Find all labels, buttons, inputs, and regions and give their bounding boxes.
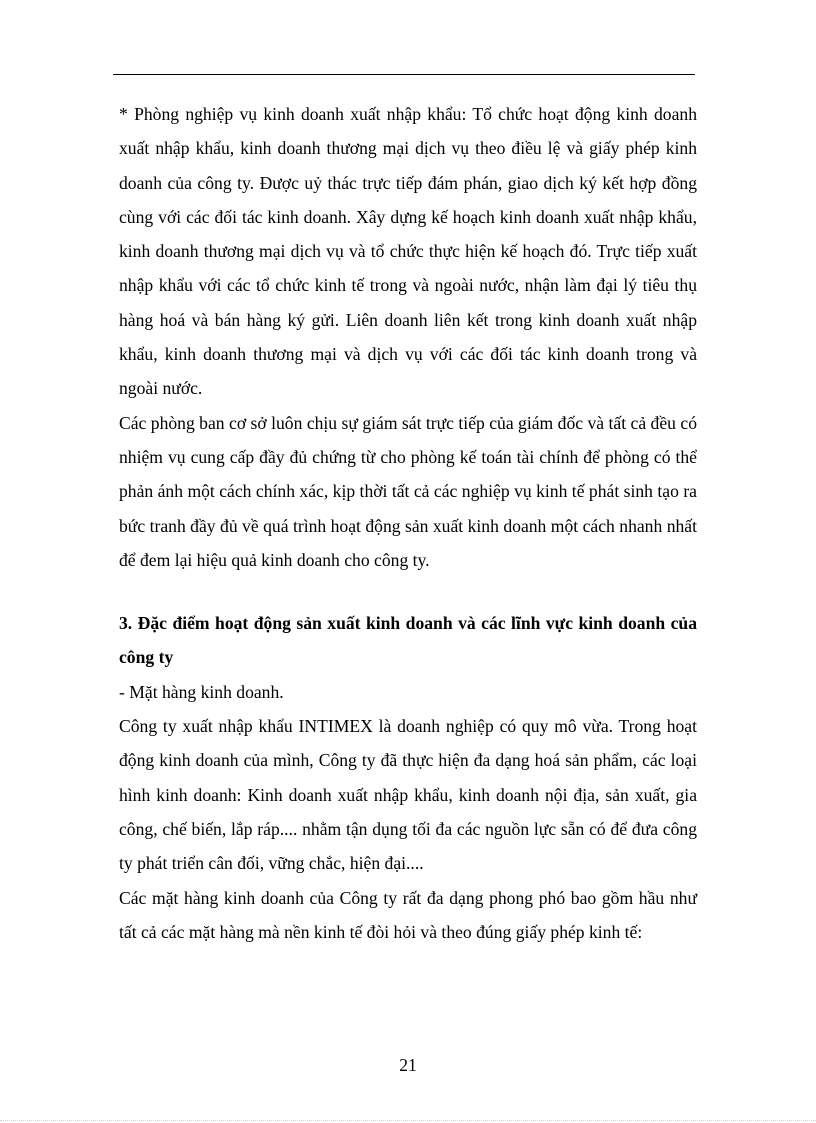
paragraph-product-range: Các mặt hàng kinh doanh của Công ty rất đa dạng phong phó bao gồm hầu như tất cả các mặt hàng mà nền kinh tế đòi hỏi và theo đúng giấy phép kinh tế: [119,887,697,942]
paragraph-department-duties: * Phòng nghiệp vụ kinh doanh xuất nhập khẩu: Tổ chức hoạt động kinh doanh xuất nhập khẩu, kinh doanh thương mại dịch vụ theo điều lệ và giấy phép kinh doanh của công ty. Được uỷ thác trực tiếp đám phán, giao dịch ký kết hợp đồng cùng với các đối tác kinh doanh. Xây dựng kế hoạch kinh doanh xuất nhập khẩu, kinh doanh thương mại dịch vụ và tổ chức thực hiện kế hoạch đó. Trực tiếp xuất nhập khẩu với các tổ chức kinh tế trong và ngoài nước, nhận làm đại lý tiêu thụ hàng hoá và bán hàng ký gửi. Liên doanh liên kết trong kinh doanh xuất nhập khẩu, kinh doanh thương mại và dịch vụ với các đối tác kinh doanh trong và ngoài nước. [119,104,697,399]
section-heading: 3. Đặc điểm hoạt động sản xuất kinh doanh và các lĩnh vực kinh doanh của công ty [119,613,697,668]
page-number: 21 [399,1055,417,1075]
paragraph-business-items-label: - Mặt hàng kinh doanh. [119,681,284,702]
bottom-dotted-border [0,1120,816,1121]
paragraph-supervision: Các phòng ban cơ sở luôn chịu sự giám sát trực tiếp của giám đốc và tất cả đều có nhiệm vụ cung cấp đầy đủ chứng từ cho phòng kế toán tài chính để phòng có thể phản ánh một cách chính xác, kịp thời tất cả các nghiệp vụ kinh tế phát sinh tạo ra bức tranh đầy đủ về quá trình hoạt động sản xuất kinh doanh một cách nhanh nhất để đem lại hiệu quả kinh doanh cho công ty. [119,412,697,570]
page-content [119,97,697,949]
paragraph-company-overview: Công ty xuất nhập khẩu INTIMEX là doanh nghiệp có quy mô vừa. Trong hoạt động kinh doanh của mình, Công ty đã thực hiện đa dạng hoá sản phẩm, các loại hình kinh doanh: Kinh doanh xuất nhập khẩu, kinh doanh nội địa, sản xuất, gia công, chế biến, lắp ráp.... nhằm tận dụng tối đa các nguồn lực sẵn có để đưa công ty phát triển cân đối, vững chắc, hiện đại.... [119,716,697,874]
header-rule [113,74,695,75]
